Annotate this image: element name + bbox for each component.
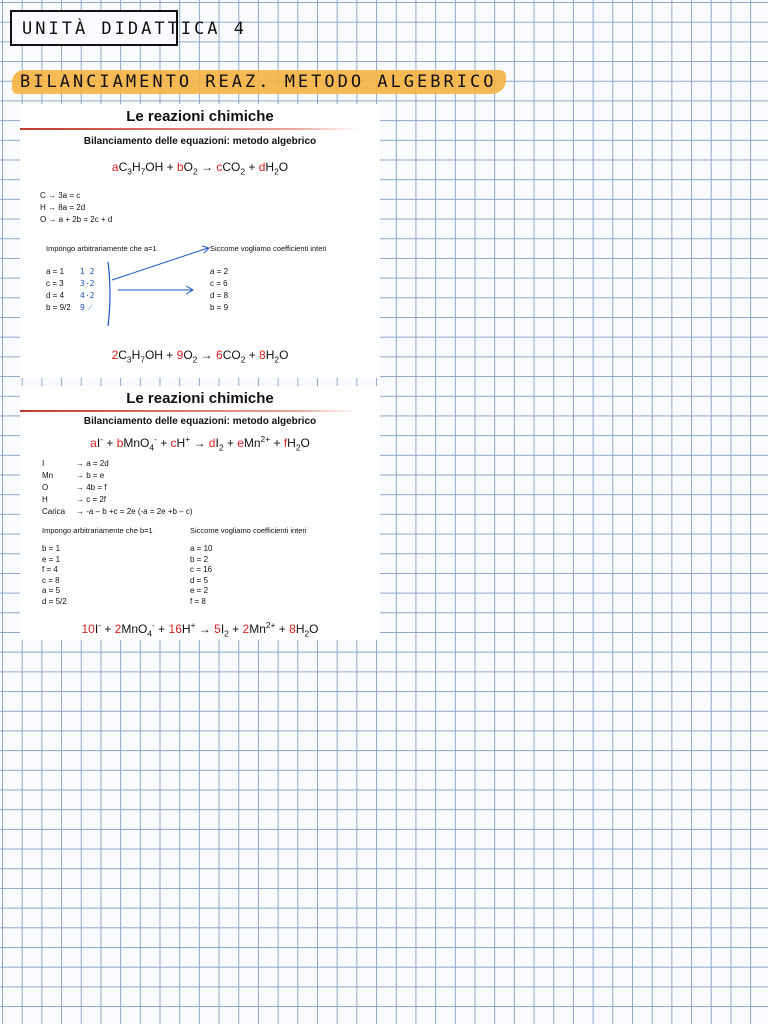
- element-row-i: I → a = 2d: [42, 459, 109, 468]
- unit-title: UNITÀ DIDATTICA 4: [22, 19, 247, 39]
- element-equation-o: O → a + 2b = 2c + d: [40, 215, 113, 224]
- slide-subtitle: Bilanciamento delle equazioni: metodo algebrico: [83, 136, 317, 147]
- topic-title: [20, 68, 496, 94]
- element-row-h: H → c = 2f: [42, 495, 107, 504]
- element-row-mn: Mn → b = e: [42, 471, 105, 480]
- note-arbitrary-choice: Impongo arbitrariamente che b=1: [42, 526, 153, 535]
- element-equation-h: H → 8a = 2d: [40, 203, 86, 212]
- element-row-charge: Carica → -a – b +c = 2e (-a = 2e +b – c): [42, 507, 193, 516]
- slide-title: Le reazioni chimiche: [126, 390, 274, 407]
- title-underline: [20, 410, 360, 412]
- note-arbitrary-choice: Impongo arbitrariamente che a=1: [46, 244, 157, 253]
- values-integer: a = 2 c = 6 d = 8 b = 9: [210, 267, 229, 312]
- balanced-equation: $2C_3H_7OH + 9O_2 \to 6CO_2 + 8H_2O$: [111, 348, 289, 365]
- note-integer-coefficients: Siccome vogliamo coefficienti interi: [210, 244, 327, 253]
- note-integer-coefficients: Siccome vogliamo coefficienti interi: [190, 526, 307, 535]
- slide-subtitle: Bilanciamento delle equazioni: metodo algebrico: [83, 416, 317, 427]
- handwritten-arrows: [20, 104, 380, 378]
- slide-algebraic-method-1: [20, 104, 380, 378]
- balanced-equation: $10I^- + 2MnO_4^- + 16H^+ \to 5I_2 + 2Mn^{2+} + 8H_2O$: [81, 620, 319, 639]
- element-equation-c: C → 3a = c: [40, 191, 81, 200]
- element-balance-rows: [42, 458, 193, 518]
- values-first-pass: b = 1 e = 1 f = 4 c = 8 a = 5 d = 5/2: [42, 544, 67, 606]
- element-row-o: O → 4b = f: [42, 483, 107, 492]
- slide-algebraic-method-2: [20, 386, 380, 640]
- unbalanced-equation: $aC_3H_7OH + bO_2 \to cCO_2 + dH_2O$: [111, 160, 289, 177]
- topic-title-text: BILANCIAMENTO REAZ. METODO ALGEBRICO: [20, 72, 497, 92]
- unbalanced-equation: aI- + bMnO$_4$- + $cH^+ \to dI_2 + eMn^{2+} + fH_2O$: [90, 434, 310, 453]
- handwritten-doubling: 1 2 3·2 4·2 9 ⁄: [80, 267, 95, 312]
- slide-title: Le reazioni chimiche: [126, 108, 274, 125]
- unit-title-box: [10, 10, 247, 46]
- values-first-pass: a = 1 c = 3 d = 4 b = 9/2: [46, 267, 71, 312]
- values-integer: a = 10 b = 2 c = 16 d = 5 e = 2 f = 8: [190, 544, 213, 606]
